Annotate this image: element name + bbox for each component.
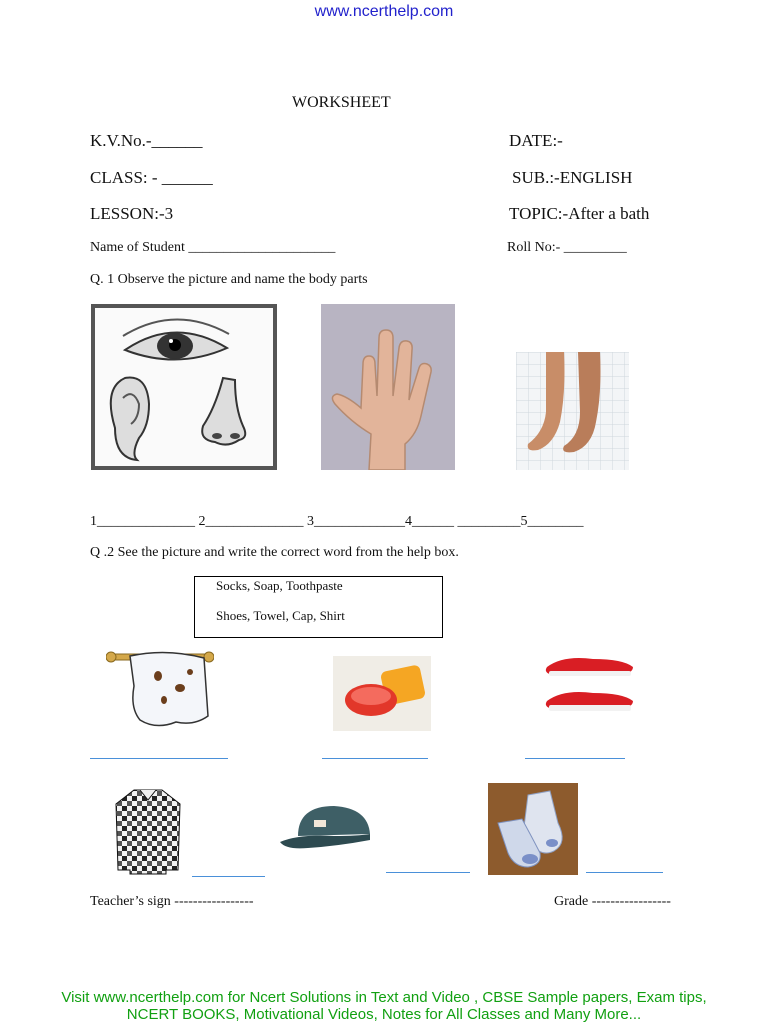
shoes-drawing — [543, 651, 636, 718]
hand-picture — [321, 304, 455, 470]
feet-picture — [516, 352, 629, 470]
roll-number-field: Roll No:- _________ — [507, 240, 627, 255]
question-2-prompt: Q .2 See the picture and write the correct word from the help box. — [90, 545, 459, 560]
feet-drawing — [516, 352, 629, 470]
grade-field: Grade ----------------- — [554, 894, 671, 909]
eye-drawing — [123, 319, 229, 359]
shirt-picture — [112, 786, 184, 876]
eye-ear-nose-picture — [91, 304, 277, 470]
towel-picture — [106, 646, 214, 730]
help-box-row-2: Shoes, Towel, Cap, Shirt — [216, 608, 345, 623]
nose-drawing — [202, 378, 245, 445]
shirt-answer-line[interactable] — [192, 876, 265, 877]
question-1-answer-blanks: 1______________ 2______________ 3_____________4______ _________5________ — [90, 514, 584, 529]
help-box-row-1: Socks, Soap, Toothpaste — [216, 578, 343, 593]
kv-number-field: K.V.No.-______ — [90, 131, 203, 150]
shoes-picture — [543, 651, 636, 718]
student-name-field: Name of Student _____________________ — [90, 240, 336, 255]
cap-drawing — [278, 800, 376, 855]
shirt-drawing — [112, 786, 184, 876]
footer-promo-line-1: Visit www.ncerthelp.com for Ncert Solutions in Text and Video , CBSE Sample papers, Exam tips, — [61, 989, 707, 1006]
date-field: DATE:- — [509, 131, 563, 150]
site-link[interactable]: www.ncerthelp.com — [314, 3, 454, 20]
socks-drawing — [488, 783, 578, 875]
towel-answer-line[interactable] — [90, 758, 228, 759]
cap-picture — [278, 800, 376, 855]
question-1-prompt: Q. 1 Observe the picture and name the body parts — [90, 272, 368, 287]
shoes-answer-line[interactable] — [525, 758, 625, 759]
ear-drawing — [111, 378, 149, 460]
class-field: CLASS: - ______ — [90, 168, 213, 187]
cap-answer-line[interactable] — [386, 872, 470, 873]
footer-promo-line-2: NCERT BOOKS, Motivational Videos, Notes for All Classes and Many More... — [126, 1006, 642, 1023]
soap-picture — [333, 656, 431, 731]
socks-answer-line[interactable] — [586, 872, 663, 873]
subject-field: SUB.:-ENGLISH — [512, 168, 633, 187]
topic-field: TOPIC:-After a bath — [509, 204, 650, 223]
face-parts-drawing — [95, 308, 273, 466]
soap-drawing — [333, 656, 431, 731]
lesson-field: LESSON:-3 — [90, 204, 174, 223]
hand-drawing — [321, 304, 455, 470]
socks-picture — [488, 783, 578, 875]
soap-answer-line[interactable] — [322, 758, 428, 759]
help-box — [194, 576, 443, 638]
towel-drawing — [106, 646, 214, 730]
teacher-sign-field: Teacher’s sign ----------------- — [90, 894, 254, 909]
worksheet-title: WORKSHEET — [292, 94, 391, 111]
